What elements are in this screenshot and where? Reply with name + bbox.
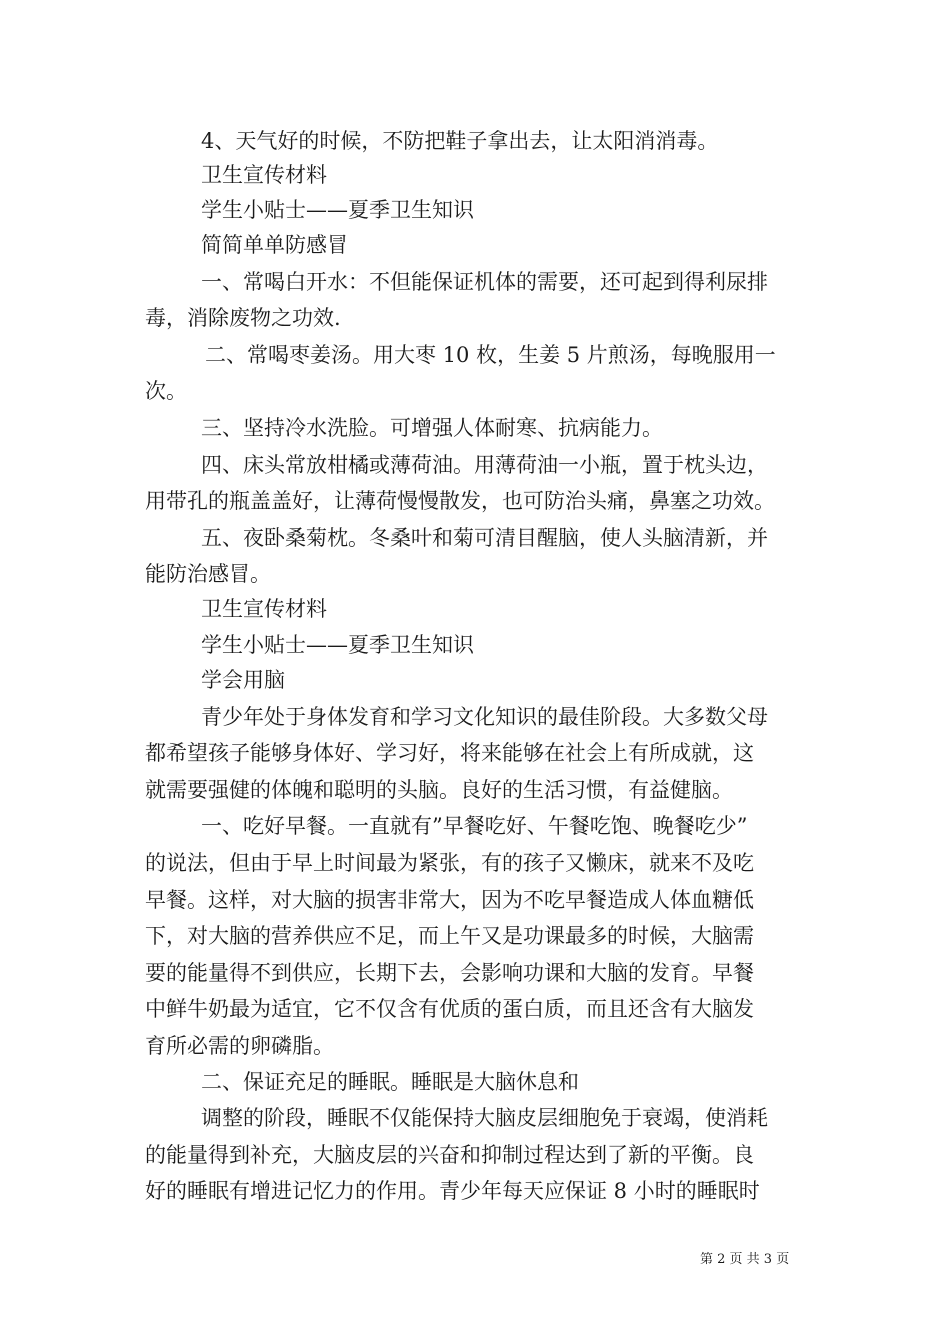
text-line: 一、常喝白开水：不但能保证机体的需要，还可起到得利尿排 [201,270,768,294]
text-line: 都希望孩子能够身体好、学习好，将来能够在社会上有所成就，这 [145,741,754,765]
text-line: 好的睡眠有增进记忆力的作用。青少年每天应保证 8 小时的睡眠时 [145,1179,760,1203]
section-heading: 卫生宣传材料 [201,597,327,621]
section-subheading: 学生小贴士——夏季卫生知识 [201,198,474,222]
text-line: 育所必需的卵磷脂。 [145,1034,334,1058]
text-line: 的能量得到补充，大脑皮层的兴奋和抑制过程达到了新的平衡。良 [145,1143,754,1167]
text-line: 青少年处于身体发育和学习文化知识的最佳阶段。大多数父母 [201,705,768,729]
text-line: 五、夜卧桑菊枕。冬桑叶和菊可清目醒脑，使人头脑清新，并 [201,526,768,550]
text-line: 4、天气好的时候，不防把鞋子拿出去，让太阳消消毒。 [201,129,719,153]
text-line: 一、吃好早餐。一直就有”早餐吃好、午餐吃饱、晚餐吃少” [201,814,748,838]
section-subheading: 学生小贴士——夏季卫生知识 [201,633,474,657]
text-line: 毒，消除废物之功效. [145,306,341,330]
section-heading: 卫生宣传材料 [201,163,327,187]
topic-title: 学会用脑 [201,668,285,692]
text-line: 早餐。这样，对大脑的损害非常大，因为不吃早餐造成人体血糖低 [145,888,754,912]
text-line: 能防治感冒。 [145,562,271,586]
text-line: 三、坚持冷水洗脸。可增强人体耐寒、抗病能力。 [201,416,663,440]
text-line: 的说法，但由于早上时间最为紧张，有的孩子又懒床，就来不及吃 [145,851,754,875]
text-line: 要的能量得不到供应，长期下去，会影响功课和大脑的发育。早餐 [145,961,754,985]
text-line: 次。 [145,379,187,403]
text-line: 下，对大脑的营养供应不足，而上午又是功课最多的时候，大脑需 [145,924,754,948]
text-line: 二、保证充足的睡眠。睡眠是大脑休息和 [201,1070,579,1094]
text-line: 调整的阶段，睡眠不仅能保持大脑皮层细胞免于衰竭，使消耗 [201,1106,768,1130]
text-line: 二、常喝枣姜汤。用大枣 10 枚，生姜 5 片煎汤，每晚服用一 [205,343,776,367]
text-line: 四、床头常放柑橘或薄荷油。用薄荷油一小瓶，置于枕头边， [201,453,768,477]
page-number: 第 2 页 共 3 页 [700,1252,790,1267]
text-line: 就需要强健的体魄和聪明的头脑。良好的生活习惯，有益健脑。 [145,778,733,802]
text-line: 用带孔的瓶盖盖好，让薄荷慢慢散发，也可防治头痛，鼻塞之功效。 [145,489,775,513]
topic-title: 简简单单防感冒 [201,233,348,257]
text-line: 中鲜牛奶最为适宜，它不仅含有优质的蛋白质，而且还含有大脑发 [145,997,754,1021]
